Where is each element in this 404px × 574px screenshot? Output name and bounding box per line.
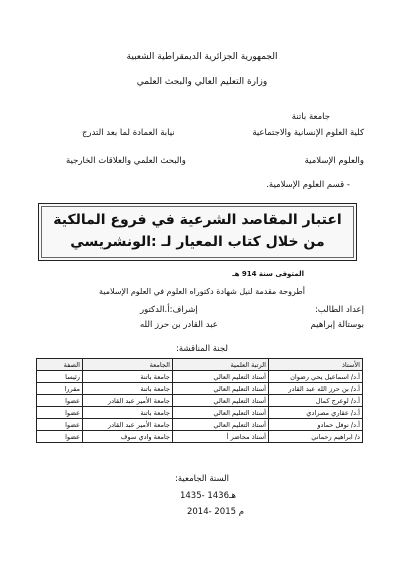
university-name: جامعة باتنة	[291, 112, 330, 122]
department-name: - قسم العلوم الإسلامية.	[266, 180, 350, 190]
header-university: الجامعة	[83, 359, 173, 371]
ministry-heading: وزارة التعليم العالي والبحث العلمي	[136, 77, 268, 87]
cell-rank: أستاذ محاضر أ	[173, 431, 269, 443]
cell-professor: أ.د/ عقاري مصرادي	[269, 407, 363, 419]
cell-university: جامعة باتنة	[83, 383, 173, 395]
header-professor: الأستاذ	[269, 359, 363, 371]
cell-professor: أ.د/ نوفل حمادو	[269, 419, 363, 431]
cell-university: جامعة وادي سوف	[83, 431, 173, 443]
header-role: الصفة	[37, 359, 83, 371]
cell-role: عضوا	[37, 431, 83, 443]
cell-rank: أستاذ التعليم العالي	[173, 371, 269, 383]
faculty-name-2: والعلوم الإسلامية	[304, 156, 364, 166]
thesis-title-line-2: من خلال كتاب المعيار لـ :الونشريسي	[70, 234, 325, 250]
table-row	[37, 371, 363, 383]
committee-title: لجنة المناقشة:	[176, 344, 228, 354]
cell-role: عضوا	[37, 407, 83, 419]
cell-professor: أ.د/ بن حرز الله عبد القادر	[269, 383, 363, 395]
cell-role: عضوا	[37, 419, 83, 431]
academic-year-gregorian: 2014- 2015 م	[186, 507, 244, 517]
cell-university: جامعة الأمير عبد القادر	[83, 395, 173, 407]
thesis-title-line-1: اعتبار المقاصد الشرعية في فروع المالكية	[53, 212, 342, 228]
death-date-note: المتوفى سنة 914 هـ	[232, 270, 304, 278]
thesis-description: أطروحة مقدمة لنيل شهادة دكتوراه العلوم في العلوم الإسلامية	[99, 287, 305, 296]
cell-rank: أستاذ التعليم العالي	[173, 395, 269, 407]
vice-dean-line-2: والبحث العلمي والعلاقات الخارجية	[66, 156, 186, 166]
republic-heading: الجمهورية الجزائرية الديمقراطية الشعبية	[126, 52, 278, 62]
thesis-title-box	[38, 203, 357, 261]
cell-role: رئيسا	[37, 371, 83, 383]
table-row	[37, 407, 363, 419]
vice-dean-line-1: نيابة العمادة لما بعد التدرج	[82, 128, 175, 138]
cell-rank: أستاذ التعليم العالي	[173, 407, 269, 419]
table-row	[37, 383, 363, 395]
table-row	[37, 431, 363, 443]
cell-professor: د/ ابراهيم رحماني	[269, 431, 363, 443]
student-name: بوستالة إبراهيم	[310, 320, 364, 330]
cell-professor: أ.د/ اسماعيل يحي رضوان	[269, 371, 363, 383]
cell-university: جامعة باتنة	[83, 407, 173, 419]
header-rank: الرتبة العلمية	[173, 359, 269, 371]
cell-university: جامعة الأمير عبد القادر	[83, 419, 173, 431]
cell-professor: أ.د/ لوعرج كمال	[269, 395, 363, 407]
cell-rank: أستاذ التعليم العالي	[173, 419, 269, 431]
committee-table	[36, 358, 363, 443]
cell-rank: أستاذ التعليم العالي	[173, 383, 269, 395]
supervisor-label: إشراف:أ.الدكتور	[140, 305, 198, 315]
table-row	[37, 419, 363, 431]
academic-year-label: السنة الجامعية:	[174, 474, 230, 484]
faculty-name: كلية العلوم الإنسانية والاجتماعية	[252, 128, 364, 138]
table-row	[37, 395, 363, 407]
academic-year-hijri: 1435- 1436هـ	[179, 491, 236, 501]
cell-role: مقررا	[37, 383, 83, 395]
supervisor-name: عبد القادر بن حرز الله	[140, 320, 218, 330]
cell-role: عضوا	[37, 395, 83, 407]
table-header-row	[37, 359, 363, 371]
cell-university: جامعة باتنة	[83, 371, 173, 383]
prepared-by-label: إعداد الطالب:	[314, 305, 364, 315]
